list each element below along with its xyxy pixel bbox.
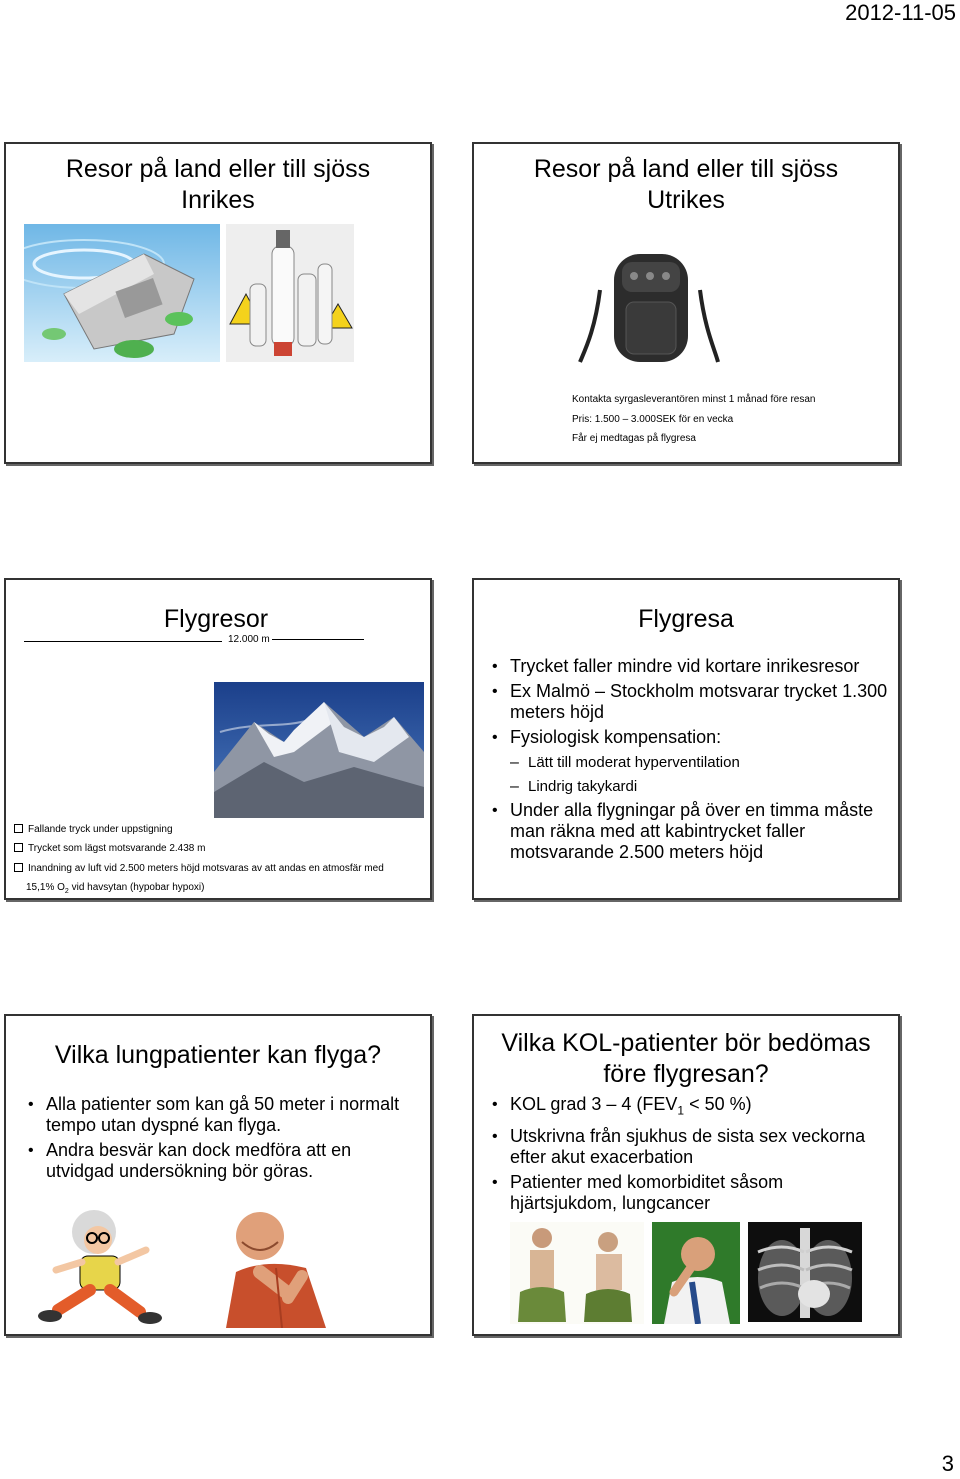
slide-kol-patienter [472, 1014, 900, 1336]
bullet-item: • Andra besvär kan dock medföra att en utvidgad undersökning bör göras. [26, 1140, 422, 1182]
bullet-item: • Ex Malmö – Stockholm motsvarar trycket 1.300 meters höjd [490, 681, 890, 723]
slide-lungpatienter [4, 1014, 432, 1336]
bullet-item: • Fysiologisk kompensation: [490, 727, 890, 748]
slide-flygresor [4, 578, 432, 900]
slide-title: Vilka lungpatienter kan flyga? [54, 1041, 382, 1069]
slide-utrikes [472, 142, 900, 464]
bullet-list [490, 656, 890, 867]
altitude-line-left [24, 641, 222, 642]
bullet-item: • Trycket faller mindre vid kortare inrikesresor [490, 656, 890, 677]
page-date: 2012-11-05 [845, 0, 956, 25]
chest-xray-image [748, 1222, 862, 1322]
check-item: Fallande tryck under uppstigning [14, 820, 173, 839]
cartoon-runner-image [36, 1200, 172, 1330]
bullet-item: • Utskrivna från sjukhus de sista sex veckorna efter akut exacerbation [490, 1126, 890, 1168]
slide-flygresa [472, 578, 900, 900]
portable-oxygen-bag-image [570, 240, 730, 370]
checkbox-icon [14, 843, 23, 852]
check-item: Trycket som lägst motsvarande 2.438 m [14, 839, 205, 858]
sub-bullet-item: – Lindrig takykardi [490, 776, 890, 797]
bullet-list [26, 1094, 422, 1186]
slide-inrikes [4, 142, 432, 464]
bullet-item: • Under alla flygningar på över en timma måste man räkna med att kabintrycket faller motsvarande 2.500 meters höjd [490, 800, 890, 863]
checkbox-icon [14, 824, 23, 833]
sub-bullet-item: – Lätt till moderat hyperventilation [490, 752, 890, 773]
checkbox-icon [14, 863, 23, 872]
copd-patients-image [510, 1222, 644, 1324]
slide-title: Resor på land eller till sjöss Utrikes [533, 155, 839, 214]
altitude-label: 12.000 m [228, 634, 270, 645]
bullet-item: • Patienter med komorbiditet såsom hjärtsjukdom, lungcancer [490, 1172, 890, 1214]
coughing-man-image [652, 1222, 740, 1324]
note-line: Kontakta syrgasleverantören minst 1 månad före resan [572, 394, 816, 405]
man-chest-pain-image [216, 1202, 348, 1328]
bullet-list [490, 1094, 890, 1218]
slide-title: Flygresa [638, 605, 734, 633]
oxygen-cylinders-image [226, 224, 354, 362]
note-line: Får ej medtagas på flygresa [572, 433, 696, 444]
bullet-item: • Alla patienter som kan gå 50 meter i normalt tempo utan dyspné kan flyga. [26, 1094, 422, 1136]
slide-title: Flygresor [163, 605, 269, 633]
altitude-line-right [272, 639, 364, 640]
check-item: Inandning av luft vid 2.500 meters höjd motsvaras av att andas en atmosfär med [14, 859, 384, 878]
slide-title: Resor på land eller till sjöss Inrikes [65, 155, 371, 214]
page-number: 3 [941, 1451, 954, 1476]
mountain-image [214, 682, 424, 818]
slide-title: Vilka KOL-patienter bör bedömas före flygresan? [501, 1029, 871, 1088]
check-item-continuation: 15,1% $O_2$ vid havsytan (hypobar hypoxi) [26, 882, 205, 895]
note-line: Pris: 1.500 – 3.000SEK för en vecka [572, 414, 734, 425]
bullet-item: • KOL grad 3 – 4 ($FEV_1 < 50$ %) [490, 1094, 890, 1122]
oxygen-concentrator-image [24, 224, 220, 362]
